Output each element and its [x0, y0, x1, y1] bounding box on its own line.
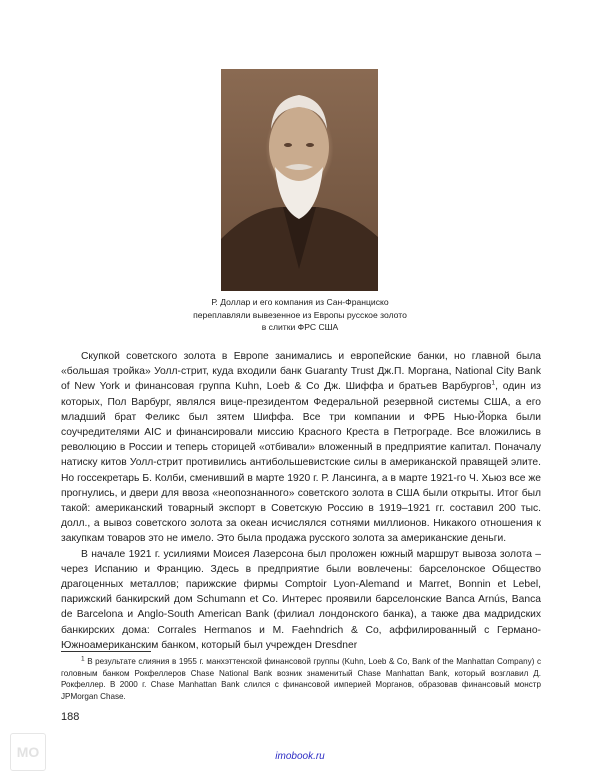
- caption-line: в слитки ФРС США: [261, 322, 339, 332]
- footnote-ref: 1: [491, 379, 496, 387]
- site-url: imobook.ru: [275, 751, 325, 762]
- footnote-divider: [61, 651, 151, 652]
- footnote-number: 1: [81, 655, 85, 663]
- body-text: [61, 349, 541, 653]
- portrait-photo: [221, 69, 378, 291]
- portrait-illustration: [221, 69, 378, 291]
- watermark-logo: МО: [10, 733, 46, 771]
- footnote: [61, 656, 541, 702]
- footnote-text: В результате слияния в 1955 г. манхэттенской финансовой группы (Kuhn, Loeb & Co, Bank of the Manhattan Company) с головным банком Рокфеллеров Chase National Bank возник знаменитый Chase Manhattan Bank, который возглавил Д. Рокфеллер. В 2000 г. Chase Manhattan Bank слился с финансовой империей Морганов, образовав финансовый монстр JPMorgan Chase.: [61, 657, 542, 701]
- page-number: 188: [61, 711, 80, 723]
- caption-line: Р. Доллар и его компания из Сан-Франциско: [211, 297, 389, 307]
- paragraph: Скупкой советского золота в Европе занимались и европейские банки, но главной была «большая тройка» Уолл-стрит, куда входили банк Guaranty Trust Дж.П. Моргана, National City Bank of New York и финансовая группа Kuhn, Loeb & Co Дж. Шиффа и братьев Варбургов$^1$, один из которых, Пол Варбург, являлся вице-президентом Федеральной резервной системы США, а его младший брат Феликс был зятем Шиффа. Все три компании и ФРБ Нью-Йорка были соучредителями AIC и финансировали миссию Красного Креста в Петрограде. Все вложились в революцию в России и теперь сторицей «отбивали» вложенный в предприятие капитал. Поначалу натиску китов Уолл-стрит противились антибольшевистские силы в американской правящей элите. Но госсекретарь Б. Колби, сменивший в марте 1920 г. Р. Лансинга, а в марте 1921-го Ч. Хьюз все же прогнулись, и двери для ввоза «неопознанного» советского золота в США были открыты. Итог был такой: американский товарный экспорт в Советскую Россию в 1919–1921 гг. составил 200 тыс. долл., а вывоз советского золота за океан исчислялся сотнями миллионов. Никакого отношения к закупкам товаров это не имело. Это была продажа русского золота за американские деньги.: [61, 351, 541, 545]
- figure-caption: [160, 296, 440, 334]
- caption-line: переплавляли вывезенное из Европы русское золото: [193, 309, 407, 320]
- paragraph: В начале 1921 г. усилиями Моисея Лазерсона был проложен южный маршрут вывоза золота – через Испанию и Францию. Здесь в предприятие были вовлечены: барселонское Общество драгоценных металлов; парижские фирмы Comptoir Lyon-Alemand и Marret, Bonnin et Lebel, парижский банкирский дом Schumann et Co. Интерес проявили барселонские Banca Arnús, Banca de Barcelona и Anglo-South American Bank (филиал лондонского банка), а также два мадридских банкирских дома: Corrales Hermanos и M. Faehndrich & Co, аффилированный с Германо-Южноамериканским банком, который был учрежден Dresdner: [61, 548, 541, 651]
